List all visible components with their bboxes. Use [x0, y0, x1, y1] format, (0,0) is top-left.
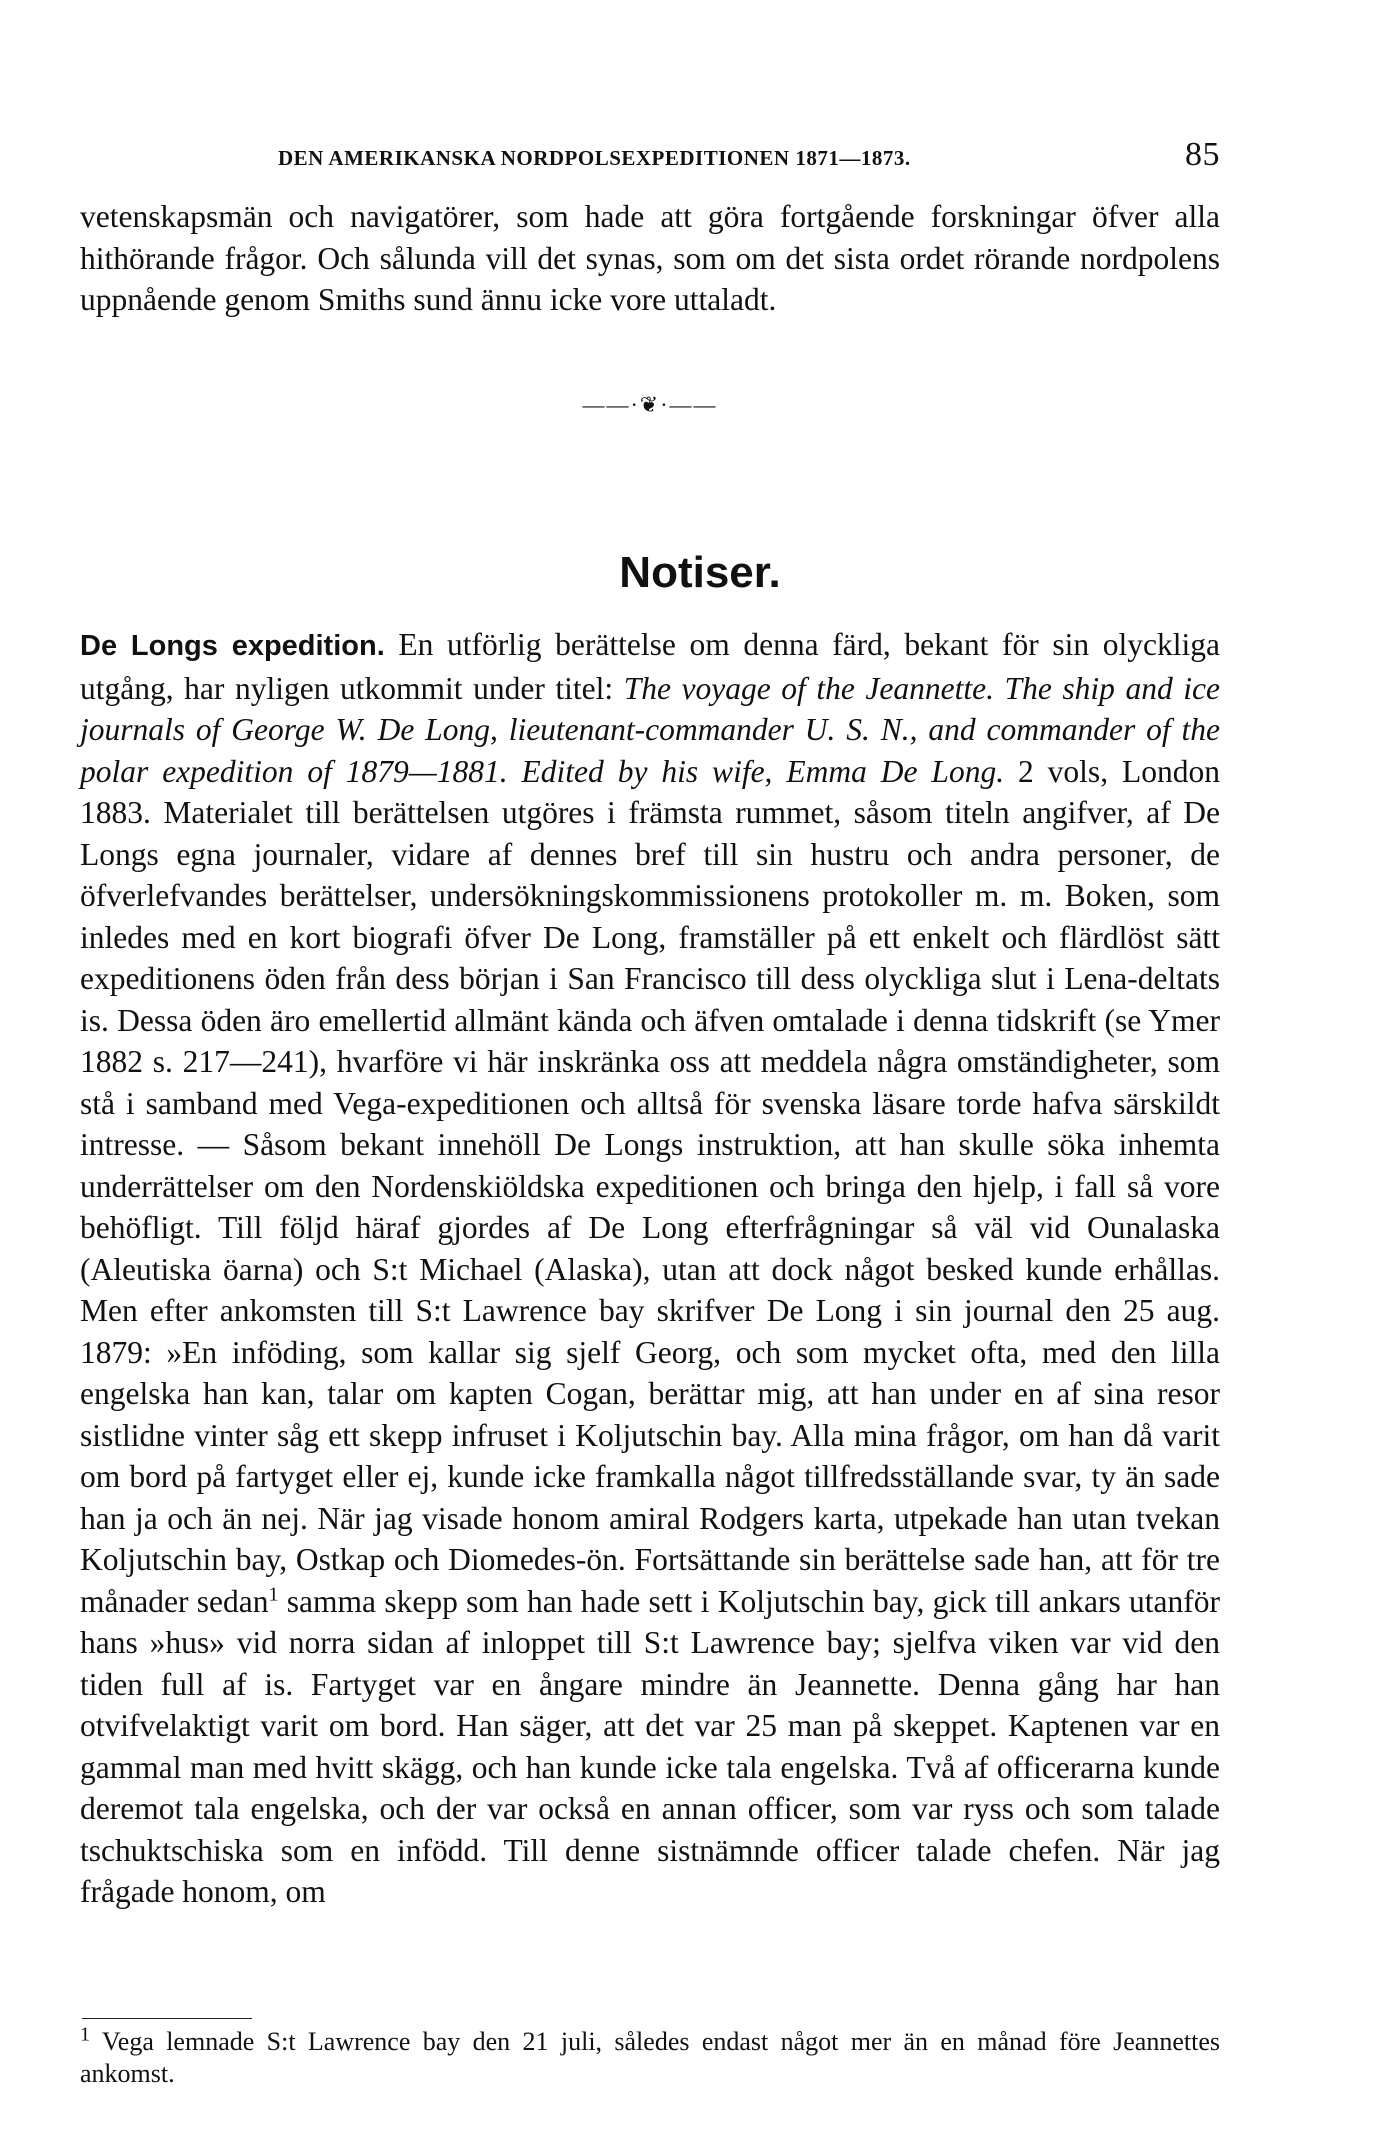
intro-paragraph-block: [80, 196, 1220, 321]
article-text-3: samma skepp som han hade sett i Koljutschin bay, gick till ankars utanför hans »hus» vid norra sidan af inloppet till S:t Lawrence bay; sjelfva viken var vid den tiden full af is. Fartyget var en ångare mindre än Jeannette. Denna gång har han otvifvelaktigt varit om bord. Han säger, att det var 25 man på skeppet. Kaptenen var en gammal man med hvitt skägg, och han kunde icke tala engelska. Två af officerarna kunde deremot tala engelska, och der var också en annan officer, som var ryss och som talade tschuktschiska som en infödd. Till denne sistnämnde officer talade chefen. När jag frågade honom, om: [80, 1583, 1221, 1909]
running-title: DEN AMERIKANSKA NORDPOLSEXPEDITIONEN 1871—1873.: [278, 146, 911, 170]
running-header: [270, 136, 1220, 176]
intro-paragraph: vetenskapsmän och navigatörer, som hade att göra fortgående forskningar öfver alla hithörande frågor. Och sålunda vill det synas, som om det sista ordet rörande nordpolens uppnående genom Smiths sund ännu icke vore uttaladt.: [80, 199, 1220, 317]
section-title: Notiser.: [619, 548, 781, 597]
book-title: The voyage of the Jeannette. The ship and ice journals of George W. De Long, lieutenant-commander U. S. N., and commander of the polar expedition of 1879—1881. Edited by his wife, Emma De Long.: [80, 670, 1220, 789]
footnote-text: Vega lemnade S:t Lawrence bay den 21 juli, således endast något mer än en månad före Jeannettes ankomst.: [80, 2027, 1220, 2088]
article-text-2: 2 vols, London 1883. Materialet till berättelsen utgöres i främsta rummet, såsom titeln angifver, af De Longs egna journaler, vidare af dennes bref till sin hustru och andra personer, de öfverlefvandes berättelser, undersökningskommissionens protokoller m. m. Boken, som inledes med en kort biografi öfver De Long, framställer på ett enkelt och flärdlöst sätt expeditionens öden från dess början i San Francisco till dess olyckliga slut i Lena-deltats is. Dessa öden äro emellertid allmänt kända och äfven omtalade i denna tidskrift (se Ymer 1882 s. 217—241), hvarföre vi här inskränka oss att meddela några omständigheter, som stå i samband med Vega-expeditionen och alltså för svenska läsare torde hafva särskildt intresse. — Såsom bekant innehöll De Longs instruktion, att han skulle söka inhemta underrättelser om den Nordenskiöldska expeditionen och bringa den hjelp, i fall så vore behöfligt. Till följd häraf gjordes af De Long efterfrågningar så väl vid Ounalaska (Aleutiska öarna) och S:t Michael (Alaska), utan att dock något besked kunde erhållas. Men efter ankomsten till S:t Lawrence bay skrifver De Long i sin journal den 25 aug. 1879: »En inföding, som kallar sig sjelf Georg, och som mycket ofta, med den lilla engelska han kan, talar om kapten Cogan, berättar mig, att han under en af sina resor sistlidne vinter såg ett skepp infruset i Koljutschin bay. Alla mina frågor, om han då varit om bord på fartyget eller ej, kunde icke framkalla något tillfredsställande svar, ty än sade han ja och än nej. När jag visade honom amiral Rodgers karta, utpekade han utan tvekan Koljutschin bay, Ostkap och Diomedes-ön. Fortsättande sin berättelse sade han, att för tre månader sedan: [80, 753, 1220, 1619]
page-number: 85: [1185, 136, 1220, 173]
footnote-reference: 1: [268, 1583, 279, 1605]
footnote: [80, 2023, 1220, 2090]
article-text-1: En utförlig berättelse om denna färd, bekant för sin olyckliga utgång, har nyligen utkommit under titel:: [80, 627, 1220, 706]
article-lead: De Longs expedition.: [80, 630, 385, 662]
article-block: [80, 624, 1220, 1913]
footnote-divider: [82, 2018, 252, 2019]
article-paragraph: [80, 624, 1220, 1913]
section-ornament: ——·❦·——: [582, 392, 718, 417]
footnote-marker: 1: [80, 2023, 90, 2046]
